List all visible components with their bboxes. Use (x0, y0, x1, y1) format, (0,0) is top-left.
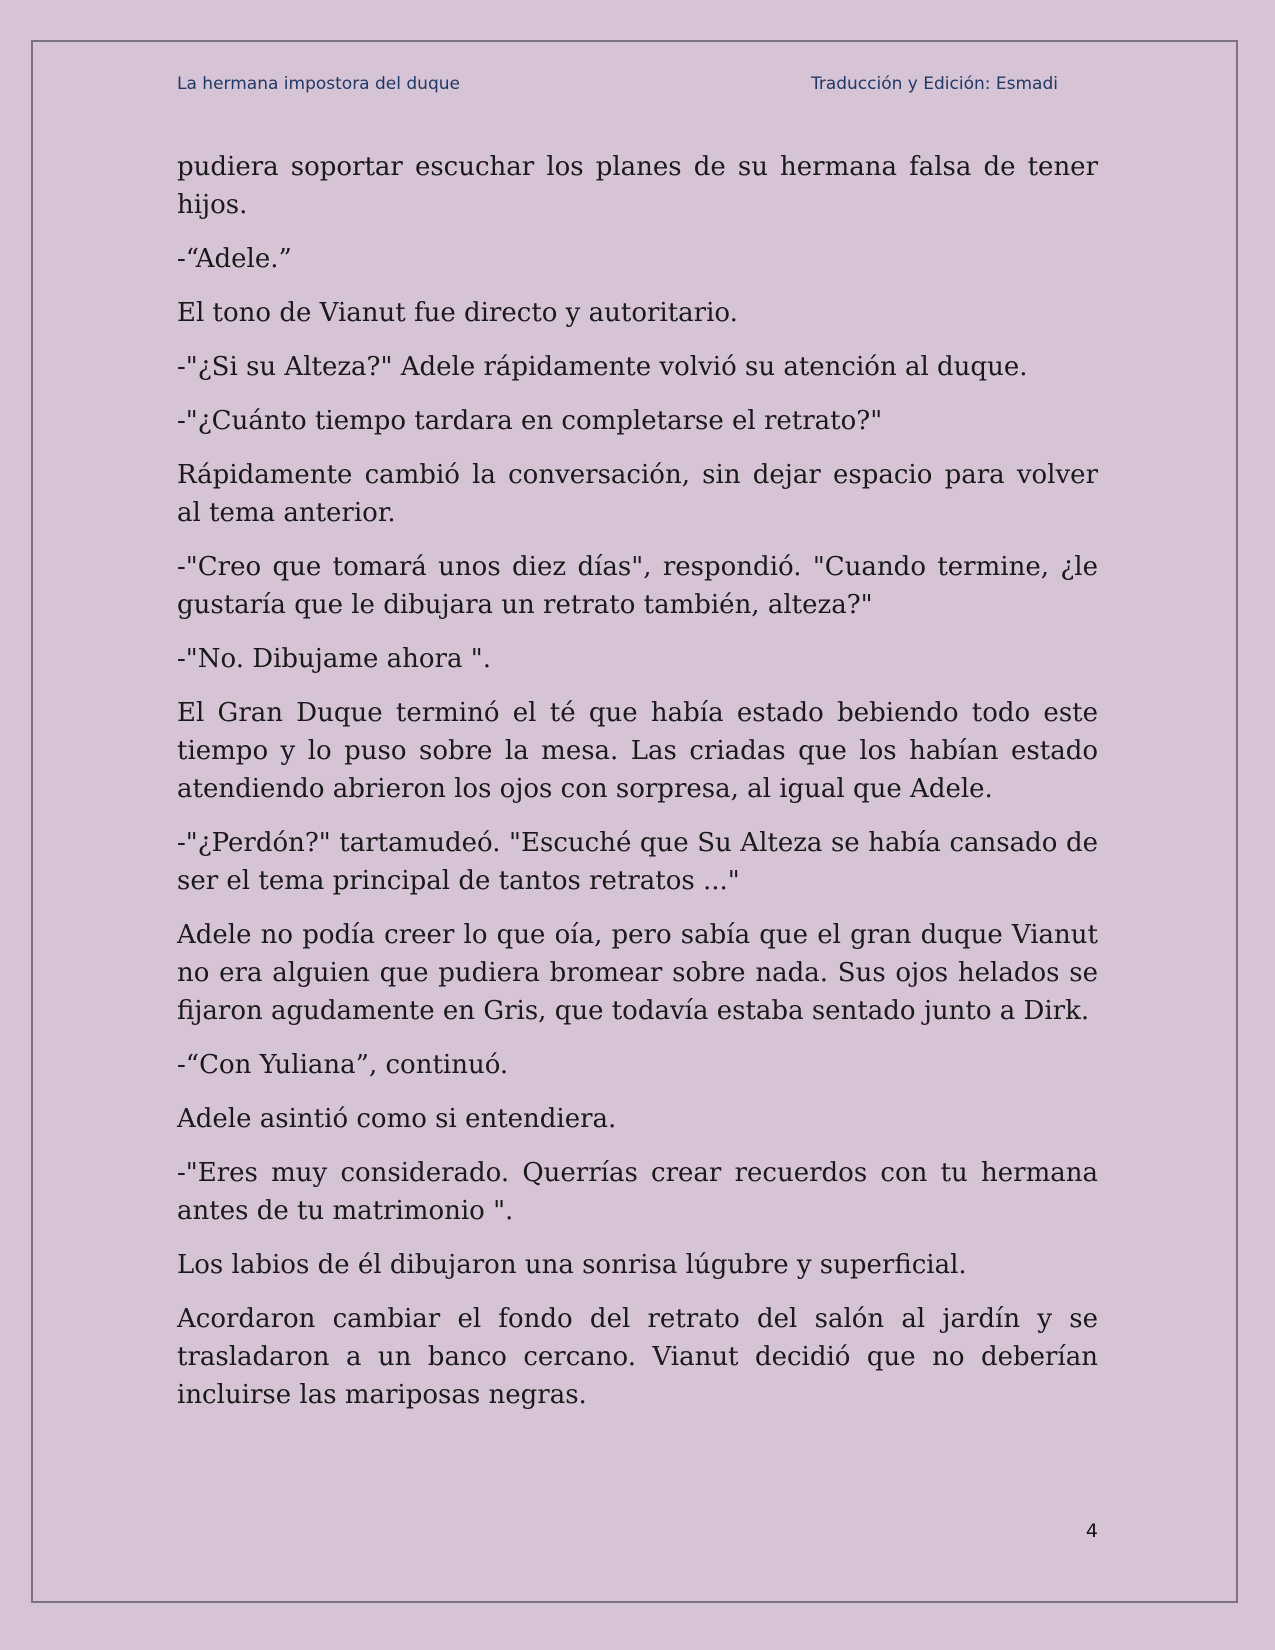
paragraph: -"¿Si su Alteza?" Adele rápidamente volvió su atención al duque. (177, 352, 1028, 382)
paragraph: Adele asintió como si entendiera. (177, 1104, 617, 1134)
paragraph: Acordaron cambiar el fondo del retrato del salón al jardín y se trasladaron a un banco cercano. Vianut decidió que no deberían incluirse las mariposas negras. (177, 1304, 1098, 1410)
translation-credits: Traducción y Edición: Esmadi (810, 74, 1058, 94)
paragraph: -“Adele.” (177, 244, 292, 274)
paragraph: -"No. Dibujame ahora ". (177, 644, 491, 674)
paragraph: -"¿Cuánto tiempo tardara en completarse el retrato?" (177, 406, 883, 436)
paragraph: Adele no podía creer lo que oía, pero sabía que el gran duque Vianut no era alguien que pudiera bromear sobre nada. Sus ojos helados se fijaron agudamente en Gris, que todavía estaba sentado junto a Dirk. (177, 920, 1098, 1026)
paragraph: Los labios de él dibujaron una sonrisa lúgubre y superficial. (177, 1250, 967, 1280)
page-number: 4 (1085, 1520, 1098, 1542)
paragraph: El tono de Vianut fue directo y autoritario. (177, 298, 738, 328)
paragraph: -“Con Yuliana”, continuó. (177, 1050, 509, 1080)
page-body (177, 148, 1098, 1430)
book-title: La hermana impostora del duque (177, 74, 460, 94)
paragraph: pudiera soportar escuchar los planes de su hermana falsa de tener hijos. (177, 152, 1098, 220)
paragraph: Rápidamente cambió la conversación, sin dejar espacio para volver al tema anterior. (177, 460, 1098, 528)
paragraph: -"¿Perdón?" tartamudeó. "Escuché que Su Alteza se había cansado de ser el tema principal de tantos retratos ..." (177, 828, 1098, 896)
paragraph: -"Creo que tomará unos diez días", respondió. "Cuando termine, ¿le gustaría que le dibujara un retrato también, alteza?" (177, 552, 1098, 620)
paragraph: -"Eres muy considerado. Querrías crear recuerdos con tu hermana antes de tu matrimonio ". (177, 1158, 1098, 1226)
paragraph: El Gran Duque terminó el té que había estado bebiendo todo este tiempo y lo puso sobre la mesa. Las criadas que los habían estado atendiendo abrieron los ojos con sorpresa, al igual que Adele. (177, 698, 1098, 804)
page-header (177, 74, 1098, 100)
